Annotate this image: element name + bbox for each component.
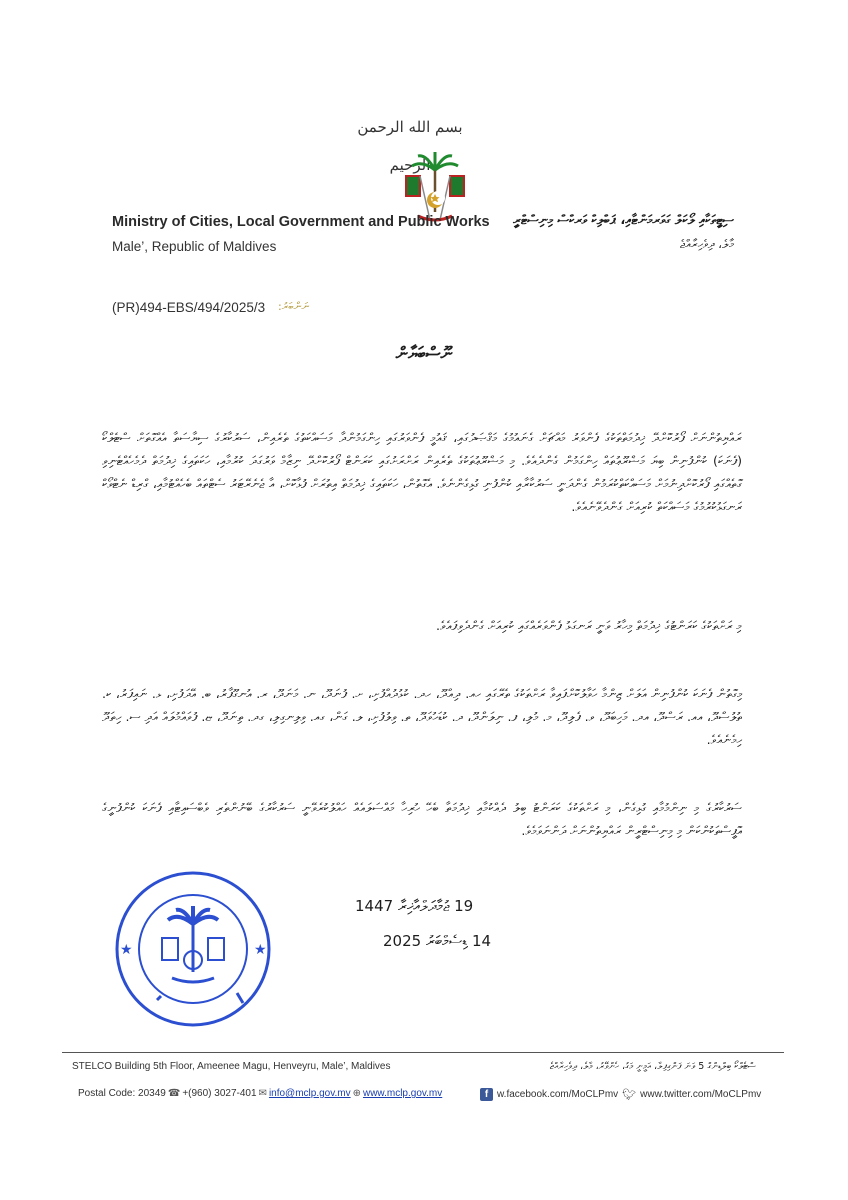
ministry-name-english: Ministry of Cities, Local Government and Public Works [112, 214, 490, 230]
email-link[interactable]: info@mclp.gov.mv [268, 1088, 351, 1099]
facebook-link[interactable]: w.facebook.com/MoCLPmv [497, 1089, 619, 1100]
globe-icon: ⊕ [352, 1088, 361, 1099]
postal-code: Postal Code: 20349 [78, 1088, 166, 1099]
official-seal-stamp [112, 868, 274, 1030]
ministry-location-dhivehi: މާލެ، ދިވެހިރާއްޖެ [679, 237, 734, 251]
svg-text:★: ★ [254, 942, 267, 958]
reference-label: ނަންބަރު: [278, 300, 310, 313]
footer-address-english: STELCO Building 5th Floor, Ameenee Magu, Henveyru, Male’, Maldives [72, 1061, 391, 1072]
footer-divider [62, 1052, 784, 1053]
footer-contact-row [78, 1088, 442, 1099]
website-link[interactable]: www.mclp.gov.mv [362, 1088, 443, 1099]
body-paragraph-4: ސަރުކާރުގެ މި ނިންމުމާއި ގުޅިގެން، މި ރަށްތަކުގެ ކަރަންޓު ބިލު ދެއްކުމާއި ޚިދުމަތާ ބެހޭ ހުރިހާ މައްސަލައެއް ހައްލުކުރެވޭނީ ސަރުކާރުގެ ބޭނުންތެރި ވެބްސައިޓާއި ފެނަކަ ކުންފުނީގެ އޮފީސްތަކުންކަން މި މިނިސްޓްރީން ރައްޔިތުންނަށް ދަންނަވަމެވެ. [102, 800, 742, 838]
date-hijri: 19 ޖުމާދަލްއާޚިރާ 1447 [355, 897, 474, 915]
phone-icon: ☎ [167, 1088, 181, 1099]
bismillah-calligraphy: بسم الله الرحمن الرحيم [357, 118, 463, 174]
document-title: ނޫސްބަޔާން [395, 344, 453, 364]
email-icon: ✉ [258, 1088, 267, 1099]
facebook-icon: f [480, 1088, 493, 1101]
date-gregorian: 14 ޑިސެމްބަރު 2025 [383, 932, 492, 950]
body-paragraph-1: ރައްޔިތުންނަށް ފޯރުކޮށްދޭ ޚިދުމަތްތަކުގެ ފެންވަރު މައްޗަށް ގެނައުމުގެ މަޤްޞަދުގައި، ޤައުމީ ފެންވަރުގައި ހިންގަމުންދާ މަސައްކަތުގެ ތެރެއިން، ސަރުކާރުގެ ސިޔާސަތާ އެއްގޮތަށް ސްޓެލްކޯ (ފެނަކަ) ކުންފުނިން ބިޔަ މަޝްރޫޢުތައް ހިންގަމުން ގެންދެއެވެ. މި މަޝްރޫޢުތަކުގެ ތެރެއިން ރަށްރަށުގައި ކަރަންޓް ފޯރުކޮށްދޭ ނިޒާމް ވަރުގަދަ ކުރުމާއި، ހަކަތައިގެ ޚިދުމަތް ދެމެހެއްޓެނިވި ގޮތެއްގައި ފޯރުކޮށްދިނުމަށް މަސައްކަތްކުރަމުން ގެންދަނީ ސަރުކާރާއި ކުންފުނި ގުޅިގެންނެވެ. އެގޮތުން، ހަކަތައިގެ ޚިދުމަތް އިތުރަށް ފުޅާކޮށް، އާ ޖެނެރޭޓަރު ސެޓްތައް ބެހެއްޓުމާއި، ގްރިޑް ނެޓްވޯކް ރަނގަޅުކުރުމުގެ މަސައްކަތް ކުރިއަށް ގެންދެވޭނެއެވެ. [102, 430, 742, 514]
footer-address-dhivehi: ސްޓެލްކޯ ބިލްޑިންގް 5 ވަނަ ފަންގިފިލާ، އަމީނީ މަގު، ހެންވޭރު، މާލެ، ދިވެހިރާއްޖެ [549, 1061, 756, 1072]
svg-text:★: ★ [120, 942, 133, 958]
body-paragraph-3: މިގޮތުން ފެނަކަ ކުންފުނިން އަލަށް ޒިންމާ ހަވާލުކޮށްފައިވާ ރަށްތަކުގެ ތެރޭގައި ހއ. ދިއްދޫ، ހދ. ކުޅުދުއްފުށި، ށ. ފުނަދޫ، ނ. މަނަދޫ، ރ. އުނގޫފާރު، ބ. އޭދަފުށި، ޅ. ނައިފަރު، ކ. ތުލުސްދޫ، އއ. ރަސްދޫ، އދ. މަހިބަދޫ، ވ. ފެލިދޫ، މ. މުލި، ފ. ނިލަންދޫ، ދ. ކުޑަހުވަދޫ، ތ. ވިލުފުށި، ލ. ގަން، ގއ. ވިލިނގިލި، ގދ. ތިނަދޫ، ޏ. ފުވައްމުލައް އަދި ސ. ހިތަދޫ ހިމެނެއެވެ. [102, 686, 742, 747]
ministry-location-english: Male’, Republic of Maldives [112, 239, 277, 254]
reference-number: (PR)494-EBS/494/2025/3 [112, 300, 266, 315]
footer-social-row [480, 1088, 761, 1101]
ministry-name-dhivehi: ސިޓީތަކާއި ލޯކަލް ގަވަރމަންޓާއި، ޕަބްލިކް ވަރކްސް މިނިސްޓްރީ [513, 213, 734, 228]
twitter-icon: 🐦︎ [622, 1089, 637, 1101]
body-paragraph-2: މި ރަށްތަކުގެ ކަރަންޓުގެ ޚިދުމަތް މިހާރު ވަނީ ރަނގަޅު ފެންވަރެއްގައި ކުރިއަށް ގެންދެވިފައެވެ. [436, 618, 742, 633]
twitter-link[interactable]: www.twitter.com/MoCLPmv [640, 1089, 762, 1100]
phone-number: +(960) 3027-401 [182, 1088, 257, 1099]
